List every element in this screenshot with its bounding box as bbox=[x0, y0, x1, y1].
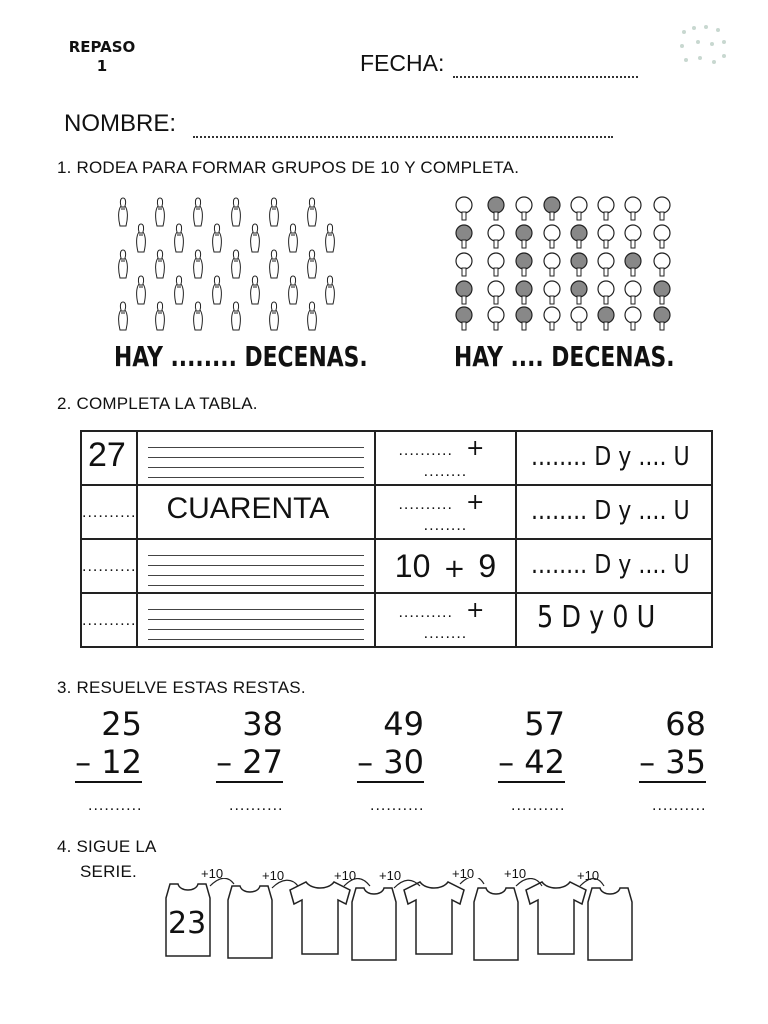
table-row bbox=[81, 431, 712, 485]
sum-right: ........ bbox=[423, 624, 468, 642]
number-cell[interactable] bbox=[81, 539, 137, 593]
sum-cell[interactable] bbox=[375, 539, 517, 593]
resta-2 bbox=[203, 705, 283, 783]
word-cell[interactable] bbox=[137, 593, 374, 647]
plus-sign: + bbox=[466, 597, 485, 623]
sum-left: .......... bbox=[398, 441, 453, 459]
du-cell[interactable] bbox=[516, 593, 712, 647]
resta-bottom: – 42 bbox=[498, 743, 565, 781]
nombre-field[interactable] bbox=[193, 134, 613, 138]
resta-bottom: – 27 bbox=[216, 743, 283, 781]
section4-title bbox=[57, 834, 157, 884]
step-label: +10 bbox=[201, 866, 224, 881]
writing-lines bbox=[148, 438, 363, 478]
shirt-series bbox=[158, 878, 648, 968]
section4-title-line2: SERIE. bbox=[80, 862, 137, 881]
number-value: 27 bbox=[88, 436, 126, 474]
du-value: ........ D y .... U bbox=[531, 442, 691, 472]
number-cell[interactable] bbox=[81, 593, 137, 647]
sum-right: ........ bbox=[423, 516, 468, 534]
number-value: .......... bbox=[82, 504, 137, 521]
bowling-pin-grid bbox=[108, 192, 348, 337]
du-value: 5 D y 0 U bbox=[537, 600, 656, 635]
nombre-label: NOMBRE: bbox=[64, 110, 177, 137]
repaso-title: REPASO bbox=[68, 38, 136, 56]
plus-sign: + bbox=[443, 553, 466, 584]
du-cell[interactable] bbox=[516, 485, 712, 539]
writing-lines bbox=[148, 546, 363, 586]
resta-top: 25 bbox=[101, 705, 142, 743]
sum-left: .......... bbox=[398, 495, 453, 513]
resta-answer[interactable]: .......... bbox=[229, 797, 284, 814]
sum-cell[interactable] bbox=[375, 431, 517, 485]
sum-right: 9 bbox=[478, 547, 497, 584]
section2-title: 2. COMPLETA LA TABLA. bbox=[57, 394, 258, 413]
sum-left: .......... bbox=[398, 603, 453, 621]
start-number: 23 bbox=[168, 906, 207, 941]
step-label: +10 bbox=[262, 868, 285, 883]
repaso-number: 1 bbox=[96, 57, 108, 75]
du-cell[interactable] bbox=[516, 539, 712, 593]
word-cell[interactable] bbox=[137, 485, 374, 539]
step-label: +10 bbox=[334, 868, 357, 883]
resta-bottom: – 12 bbox=[75, 743, 142, 781]
left-caption: HAY ........ DECENAS. bbox=[114, 340, 368, 373]
bowling-pin-icon bbox=[119, 198, 335, 330]
resta-answer[interactable]: .......... bbox=[511, 797, 566, 814]
resta-bottom: – 35 bbox=[639, 743, 706, 781]
ping-pong-paddle-grid bbox=[452, 192, 682, 337]
resta-3 bbox=[344, 705, 424, 783]
word-cell[interactable] bbox=[137, 431, 374, 485]
number-cell[interactable] bbox=[81, 431, 137, 485]
logo-icon bbox=[676, 22, 732, 72]
number-value: .......... bbox=[82, 558, 137, 575]
resta-4 bbox=[485, 705, 565, 783]
resta-answer[interactable]: .......... bbox=[652, 797, 707, 814]
du-cell[interactable] bbox=[516, 431, 712, 485]
table-row bbox=[81, 539, 712, 593]
du-value: ........ D y .... U bbox=[531, 496, 691, 526]
repaso-label bbox=[62, 38, 142, 76]
resta-answer[interactable]: .......... bbox=[370, 797, 425, 814]
section4-title-line1: 4. SIGUE LA bbox=[57, 837, 157, 856]
plus-sign: + bbox=[466, 435, 485, 461]
resta-top: 68 bbox=[665, 705, 706, 743]
sum-right: ........ bbox=[423, 462, 468, 480]
resta-5 bbox=[626, 705, 706, 783]
fecha-field[interactable] bbox=[453, 74, 638, 78]
resta-top: 49 bbox=[383, 705, 424, 743]
completa-table bbox=[80, 430, 713, 648]
section1-title: 1. RODEA PARA FORMAR GRUPOS DE 10 Y COMPLETA. bbox=[57, 158, 520, 177]
step-label: +10 bbox=[577, 868, 600, 883]
shirt-icon bbox=[166, 882, 632, 960]
writing-lines bbox=[148, 600, 363, 640]
step-label: +10 bbox=[504, 866, 527, 881]
number-value: .......... bbox=[82, 612, 137, 629]
resta-top: 57 bbox=[524, 705, 565, 743]
table-row bbox=[81, 485, 712, 539]
sum-left: 10 bbox=[394, 547, 431, 584]
fecha-label: FECHA: bbox=[360, 50, 445, 76]
step-label: +10 bbox=[379, 868, 402, 883]
table-row bbox=[81, 593, 712, 647]
du-value: ........ D y .... U bbox=[531, 550, 691, 580]
number-cell[interactable] bbox=[81, 485, 137, 539]
resta-bottom: – 30 bbox=[357, 743, 424, 781]
step-label: +10 bbox=[452, 866, 475, 881]
right-caption: HAY .... DECENAS. bbox=[454, 340, 675, 373]
resta-answer[interactable]: .......... bbox=[88, 797, 143, 814]
sum-cell[interactable] bbox=[375, 593, 517, 647]
sum-cell[interactable] bbox=[375, 485, 517, 539]
section3-title: 3. RESUELVE ESTAS RESTAS. bbox=[57, 678, 306, 697]
plus-sign: + bbox=[466, 489, 485, 515]
resta-top: 38 bbox=[242, 705, 283, 743]
word-value: CUARENTA bbox=[166, 492, 330, 525]
word-cell[interactable] bbox=[137, 539, 374, 593]
ping-pong-paddle-icon bbox=[456, 197, 670, 330]
resta-1 bbox=[62, 705, 142, 783]
